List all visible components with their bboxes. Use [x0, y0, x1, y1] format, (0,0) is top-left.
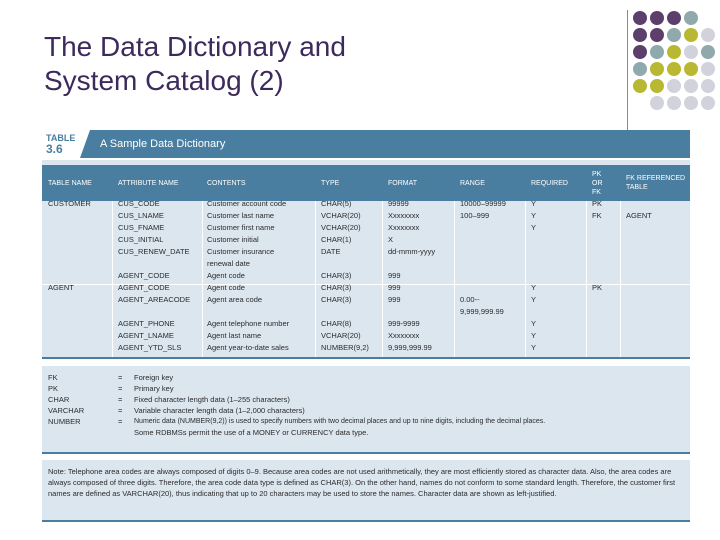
legend-equals: = [118, 395, 123, 404]
cell-required: Y [531, 283, 537, 292]
legend-definition: Foreign key [134, 373, 174, 382]
cell-contents: Agent last name [207, 331, 262, 340]
decor-dot [667, 28, 681, 42]
legend-equals: = [118, 417, 123, 426]
legend-equals: = [118, 384, 123, 393]
cell-type: VCHAR(20) [321, 331, 361, 340]
column-divider [382, 201, 383, 357]
slide-title-line-1: The Data Dictionary and [44, 31, 346, 62]
cell-contents: Customer initial [207, 235, 259, 244]
decor-dot [650, 62, 664, 76]
cell-type: CHAR(1) [321, 235, 352, 244]
cell-required: Y [531, 343, 537, 352]
cell-attribute: AGENT_YTD_SLS [118, 343, 182, 352]
legend-definition: Variable character length data (1–2,000 characters) [134, 406, 305, 415]
decor-dot [633, 11, 647, 25]
decor-dot [667, 62, 681, 76]
cell-contents: Agent telephone number [207, 319, 290, 328]
header-type: TYPE [321, 179, 340, 187]
cell-format: Xxxxxxxx [388, 331, 420, 340]
cell-format: X [388, 235, 394, 244]
cell-attribute: AGENT_AREACODE [118, 295, 191, 304]
column-divider [586, 201, 587, 357]
decor-dot [701, 79, 715, 93]
cell-required: Y [531, 295, 537, 304]
cell-required: Y [531, 199, 537, 208]
cell-contents: Customer first name [207, 223, 275, 232]
table-badge-number: 3.6 [46, 142, 63, 156]
column-divider [525, 201, 526, 357]
decorative-vertical-line [627, 10, 628, 130]
decor-dot [684, 45, 698, 59]
table-caption: A Sample Data Dictionary [90, 130, 690, 158]
decor-dot [684, 28, 698, 42]
cell-format: Xxxxxxxx [388, 223, 420, 232]
cell-type: DATE [321, 247, 341, 256]
decor-dot [684, 79, 698, 93]
abbreviation-legend [42, 366, 690, 454]
decor-dot [667, 45, 681, 59]
cell-required: Y [531, 319, 537, 328]
legend-term: VARCHAR [48, 406, 85, 415]
cell-range: 10000–99999 [460, 199, 506, 208]
decor-dot [650, 11, 664, 25]
cell-attribute: CUS_RENEW_DATE [118, 247, 190, 256]
table-header-row [42, 165, 690, 201]
cell-pk-fk: PK [592, 199, 603, 208]
cell-fk-referenced-table: AGENT [626, 211, 652, 220]
cell-type: CHAR(3) [321, 283, 352, 292]
cell-pk-fk: PK [592, 283, 603, 292]
decor-dot [684, 96, 698, 110]
note-box [42, 460, 690, 522]
legend-definition: Primary key [134, 384, 174, 393]
decor-dot [650, 79, 664, 93]
cell-format: 999 [388, 295, 401, 304]
cell-required: Y [531, 331, 537, 340]
cell-table-name: AGENT [48, 283, 74, 292]
cell-required: Y [531, 211, 537, 220]
slide-title [44, 30, 464, 98]
decor-dot [701, 45, 715, 59]
cell-attribute: AGENT_LNAME [118, 331, 174, 340]
cell-attribute: CUS_LNAME [118, 211, 164, 220]
cell-attribute: CUS_INITIAL [118, 235, 164, 244]
data-dictionary-table [42, 160, 690, 359]
table-caption-bar [40, 130, 690, 158]
cell-contents: Customer insurance [207, 247, 275, 256]
decor-dot [650, 28, 664, 42]
column-divider [315, 201, 316, 357]
cell-contents: Customer account code [207, 199, 287, 208]
cell-format: 99999 [388, 199, 409, 208]
legend-term: PK [48, 384, 59, 393]
cell-attribute: AGENT_PHONE [118, 319, 175, 328]
cell-table-name: CUSTOMER [48, 199, 91, 208]
cell-contents: Agent code [207, 271, 245, 280]
header-required: REQUIRED [531, 179, 568, 187]
header-table-name: TABLE NAME [48, 179, 92, 187]
decor-dot [667, 11, 681, 25]
decor-dot [633, 79, 647, 93]
decor-dot [667, 96, 681, 110]
column-divider [454, 201, 455, 357]
cell-contents: Customer last name [207, 211, 275, 220]
cell-contents: Agent area code [207, 295, 263, 304]
decor-dot [633, 62, 647, 76]
cell-format: 999 [388, 271, 401, 280]
column-divider [202, 201, 203, 357]
column-divider [620, 201, 621, 357]
cell-contents: renewal date [207, 259, 250, 268]
slide-title-line-2: System Catalog (2) [44, 65, 284, 96]
decor-dot [667, 79, 681, 93]
cell-format: 9,999,999.99 [388, 343, 432, 352]
decor-dot [633, 45, 647, 59]
cell-required: Y [531, 223, 537, 232]
cell-contents: Agent year-to-date sales [207, 343, 289, 352]
decor-dot [633, 28, 647, 42]
decor-dot [701, 62, 715, 76]
cell-type: CHAR(3) [321, 295, 352, 304]
cell-type: VCHAR(20) [321, 211, 361, 220]
header-range: RANGE [460, 179, 485, 187]
cell-range: 9,999,999.99 [460, 307, 504, 316]
cell-attribute: CUS_FNAME [118, 223, 165, 232]
decor-dot [684, 62, 698, 76]
cell-format: 999 [388, 283, 401, 292]
decor-dot [701, 28, 715, 42]
legend-term: CHAR [48, 395, 70, 404]
legend-term: NUMBER [48, 417, 81, 426]
cell-contents: Agent code [207, 283, 245, 292]
header-fk-referenced-table: FK REFERENCED TABLE [626, 175, 686, 191]
decor-dot [684, 11, 698, 25]
cell-type: VCHAR(20) [321, 223, 361, 232]
cell-range: 0.00-- [460, 295, 480, 304]
column-divider [112, 201, 113, 357]
table-badge-word: TABLE [46, 133, 76, 143]
cell-type: CHAR(8) [321, 319, 352, 328]
cell-type: CHAR(5) [321, 199, 352, 208]
cell-type: NUMBER(9,2) [321, 343, 369, 352]
cell-attribute: CUS_CODE [118, 199, 160, 208]
cell-format: dd-mmm-yyyy [388, 247, 436, 256]
decor-dot [650, 45, 664, 59]
decor-dot [650, 96, 664, 110]
cell-format: Xxxxxxxx [388, 211, 420, 220]
cell-attribute: AGENT_CODE [118, 283, 170, 292]
header-contents: CONTENTS [207, 179, 246, 187]
legend-equals: = [118, 373, 123, 382]
legend-definition: Numeric data (NUMBER(9,2)) is used to specify numbers with two decimal places and up to nine digits, including the decimal places. [134, 418, 546, 425]
legend-equals: = [118, 406, 123, 415]
header-attribute-name: ATTRIBUTE NAME [118, 179, 179, 187]
decor-dot [701, 96, 715, 110]
legend-definition: Fixed character length data (1–255 characters) [134, 395, 290, 404]
note-text: Note: Telephone area codes are always composed of digits 0–9. Because area codes are not used arithmetically, they are most efficiently stored as character data. Also, the area codes are always composed of three digits. Therefore, the area code data type is defined as CHAR(3). On the other hand, names do not conform to some standard length. Therefore, the customer first names are defined as VARCHAR(20), thus indicating that up to 20 characters may be used to store the names. Character data are shown as left-justified. [48, 467, 676, 498]
header-pk-or-fk: PK OR FK [592, 170, 603, 196]
legend-term: FK [48, 373, 58, 382]
legend-definition-extra: Some RDBMSs permit the use of a MONEY or CURRENCY data type. [134, 428, 369, 437]
cell-pk-fk: FK [592, 211, 602, 220]
cell-range: 100–999 [460, 211, 490, 220]
header-format: FORMAT [388, 179, 418, 187]
cell-type: CHAR(3) [321, 271, 352, 280]
cell-format: 999-9999 [388, 319, 420, 328]
cell-attribute: AGENT_CODE [118, 271, 170, 280]
